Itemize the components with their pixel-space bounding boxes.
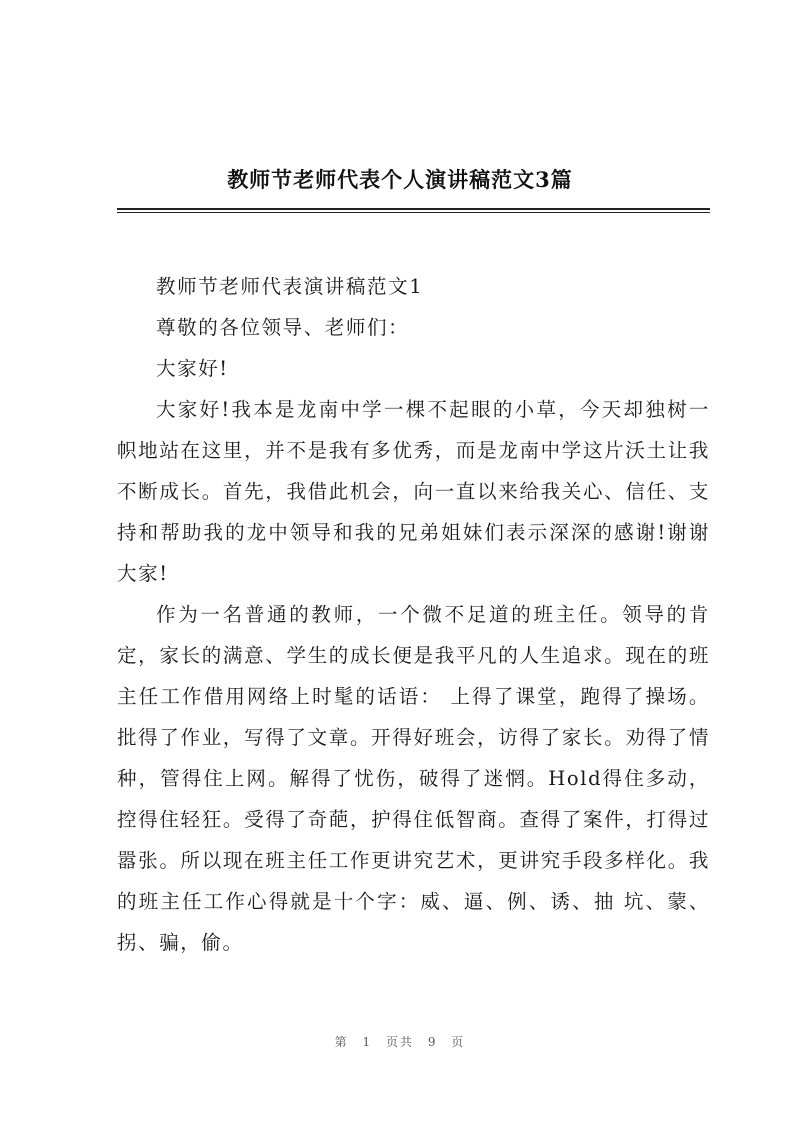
paragraph-greeting: 大家好! [156,357,229,380]
paragraph-subtitle: 教师节老师代表演讲稿范文1 [156,275,424,298]
footer-total-pages: 9 [427,1035,438,1049]
paragraph-intro: 大家好!我本是龙南中学一棵不起眼的小草，今天却独树一帜地站在这里，并不是我有多优秀，而是龙南中学这片沃土让我不断成长。首先，我借此机会，向一直以来给我关心、信任、支持和帮助我的龙中领导和我的兄弟姐妹们表示深深的感谢!谢谢大家! [117,398,710,585]
footer-page-number: 1 [362,1035,373,1049]
paragraph-body: 作为一名普通的教师，一个微不足道的班主任。领导的肯定，家长的满意、学生的成长便是我平凡的人生追求。现在的班主任工作借用网络上时髦的话语： 上得了课堂，跑得了操场。批得了作业，写得了文章。开得好班会，访得了家长。劝得了情种，管得住上网。解得了忧伤，破得了迷惘。Hold得住多动，控得住轻狂。受得了奇葩，护得住低智商。查得了案件，打得过嚣张。所以现在班主任工作更讲究艺术，更讲究手段多样化。我的班主任工作心得就是十个字：威、逼、例、诱、抽 坑、蒙、拐、骗，偷。 [117,603,710,954]
document-body [117,266,710,963]
page-footer [0,1033,800,1050]
footer-suffix: 页 [451,1035,466,1049]
footer-prefix: 第 [334,1035,349,1049]
footer-middle: 页共 [385,1035,414,1049]
paragraph-salutation: 尊敬的各位领导、老师们： [156,316,410,339]
document-title: 教师节老师代表个人演讲稿范文3篇 [227,167,573,192]
title-divider [117,208,710,213]
